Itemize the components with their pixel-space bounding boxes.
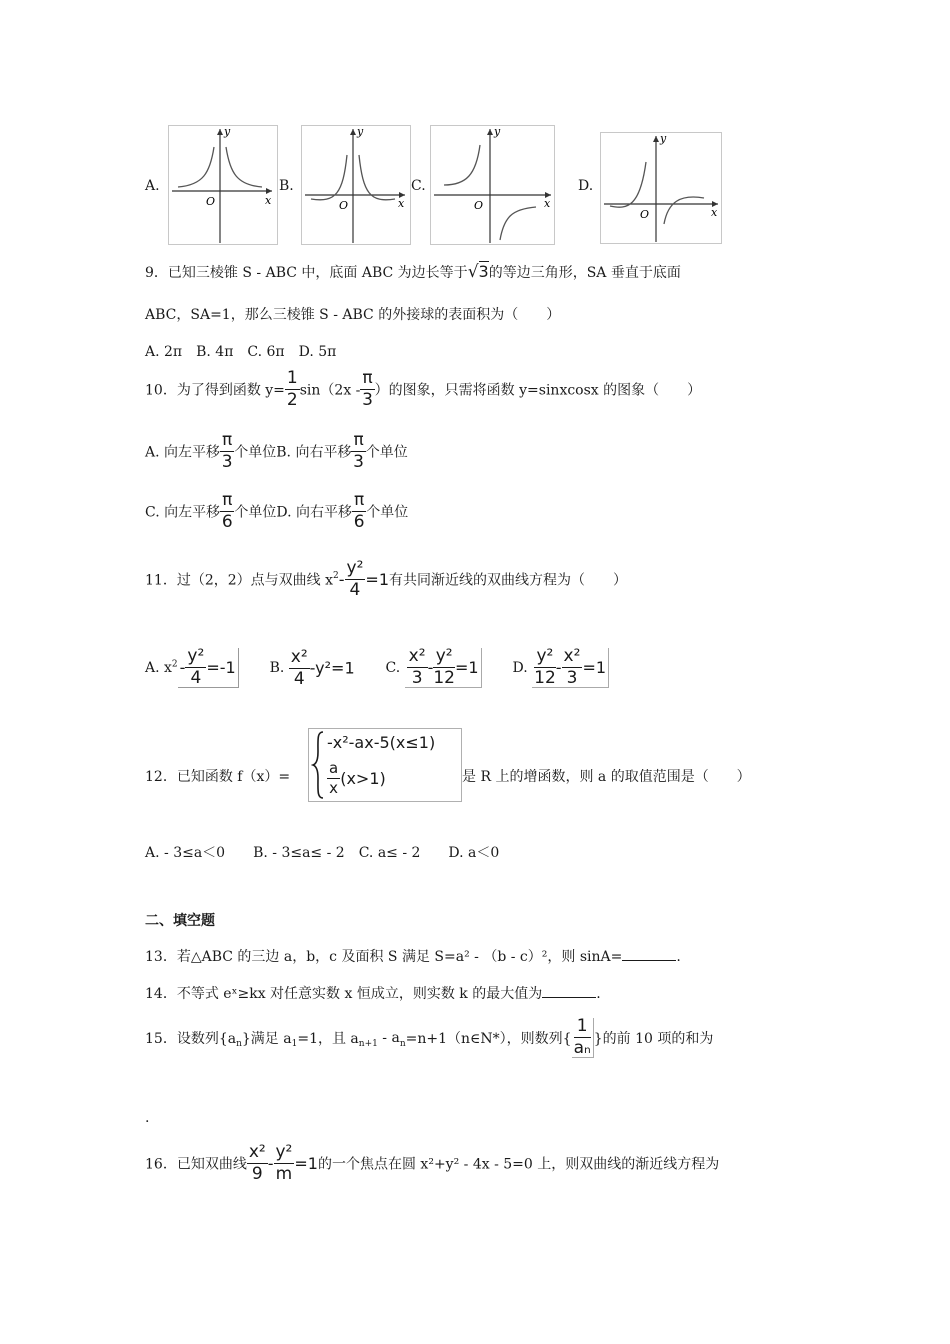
q14-text: 不等式 eˣ≥kx 对任意实数 x 恒成立，则实数 k 的最大值为 xyxy=(176,986,543,1002)
q11-number: 11． xyxy=(145,572,177,589)
frac-den: 12 xyxy=(433,668,455,688)
q12-text1: 已知函数 f（x）= xyxy=(176,769,291,785)
q11-fraction xyxy=(345,560,366,599)
frac-num: 1 xyxy=(574,1018,591,1038)
q14-number: 14． xyxy=(145,986,177,1002)
graph-a-y-label: y xyxy=(224,125,231,138)
q15-text6: }的前 10 项的和为 xyxy=(593,1031,714,1047)
q16-eq: =1 xyxy=(294,1154,318,1173)
frac-num: x² xyxy=(408,646,426,666)
q11-options xyxy=(145,648,609,688)
q10-options-cd xyxy=(145,492,408,531)
q10-optC-pre: C. 向左平移 xyxy=(145,504,221,521)
q11-text1: 过（2，2）点与双曲线 x xyxy=(176,572,333,589)
frac-den: 6 xyxy=(353,512,365,532)
q15-text1: 设数列{a xyxy=(176,1031,237,1047)
frac-den: 2 xyxy=(286,390,298,410)
q16-number: 16． xyxy=(145,1156,177,1173)
q11-optD-expr xyxy=(532,648,609,688)
frac-den: 3 xyxy=(411,668,423,688)
q10-optB-fraction xyxy=(351,432,365,471)
q11-optC-frac1 xyxy=(407,648,428,687)
frac-den: aₙ xyxy=(573,1038,591,1058)
q13-end: . xyxy=(676,949,681,965)
q10-optD-fraction xyxy=(352,492,366,531)
frac-num: x² xyxy=(563,646,581,666)
q13-text: 若△ABC 的三边 a，b，c 及面积 S 满足 S=a² - （b - c）²，则 sinA= xyxy=(176,949,623,965)
q9-options: A. 2π B. 4π C. 6π D. 5π xyxy=(145,344,337,360)
q11-text2: 有共同渐近线的双曲线方程为（ ） xyxy=(389,572,627,589)
q11-optC-frac2 xyxy=(433,648,455,687)
frac-den: 12 xyxy=(534,668,556,688)
minus-sign: - xyxy=(427,658,434,677)
q11-optB-label: B. xyxy=(269,660,285,676)
q13-line xyxy=(145,946,681,966)
radical-sign: √ xyxy=(467,262,479,282)
q14-line xyxy=(145,983,601,1003)
graph-a-label: A. xyxy=(145,178,160,194)
minus-sign: - xyxy=(267,1154,274,1173)
q10-optD-pre: D. 向右平移 xyxy=(276,504,353,521)
graph-b-label: B. xyxy=(279,178,294,194)
q10-text2: sin（2x - xyxy=(299,382,361,399)
q11-line xyxy=(145,560,627,599)
q11-optA-fraction xyxy=(185,648,206,687)
q10-half-fraction xyxy=(285,370,300,409)
frac-num: y² xyxy=(534,648,556,668)
left-brace-icon xyxy=(311,730,325,800)
q12-text2: 是 R 上的增函数，则 a 的取值范围是（ ） xyxy=(462,769,751,785)
q10-optA-pre: A. 向左平移 xyxy=(145,444,221,461)
frac-den: 6 xyxy=(221,512,233,532)
frac-num: π xyxy=(354,490,365,510)
q12-case2-fraction xyxy=(327,761,340,796)
q12-piecewise xyxy=(308,728,462,802)
svg-text:x: x xyxy=(544,197,551,210)
q11-optD-frac2 xyxy=(562,648,583,687)
q9-radicand: 3 xyxy=(478,262,489,281)
svg-text:O: O xyxy=(339,199,349,212)
minus-sign: - xyxy=(555,658,562,677)
q11-eq: =1 xyxy=(365,570,389,589)
q11-optB-rest: -y²=1 xyxy=(309,658,355,678)
q11-optA-rest: =-1 xyxy=(206,658,236,677)
q9-line1 xyxy=(145,262,681,282)
frac-den: 4 xyxy=(349,580,361,600)
graph-d-label: D. xyxy=(578,178,594,194)
svg-text:O: O xyxy=(640,208,650,221)
q9-text1: 已知三棱锥 S - ABC 中，底面 ABC 为边长等于 xyxy=(167,265,468,281)
q11-optA-sup: 2 xyxy=(171,659,178,670)
q12-case1: -x²-ax-5(x≤1) xyxy=(327,733,436,752)
q9-text2: 的等边三角形，SA 垂直于底面 xyxy=(488,265,681,281)
q11-optA-label: A. x xyxy=(145,660,172,676)
q13-number: 13． xyxy=(145,949,177,965)
q15-sub: 1 xyxy=(291,1038,298,1049)
q15-sub: n+1 xyxy=(358,1038,378,1049)
q10-text3: ）的图象，只需将函数 y=sinxcosx 的图象（ ） xyxy=(374,382,702,399)
q15-fraction xyxy=(574,1018,591,1057)
frac-num: π xyxy=(353,430,364,450)
frac-den: 3 xyxy=(221,452,233,472)
frac-num: 1 xyxy=(286,368,298,388)
frac-num: y² xyxy=(346,558,364,578)
frac-den: 3 xyxy=(362,390,373,410)
q10-optB-post: 个单位 xyxy=(365,444,408,461)
q10-line xyxy=(145,370,701,409)
q15-sub: n xyxy=(399,1038,406,1049)
q11-optD-label: D. xyxy=(512,660,528,676)
svg-text:x: x xyxy=(711,206,718,219)
frac-num: π xyxy=(222,490,233,510)
svg-text:O: O xyxy=(474,199,484,212)
frac-num: y² xyxy=(275,1142,293,1162)
q11-optC-label: C. xyxy=(385,660,401,676)
frac-num: π xyxy=(362,368,373,388)
q12-case2 xyxy=(327,761,386,796)
graph-c-label: C. xyxy=(411,178,426,194)
graph-c xyxy=(430,125,555,245)
q9-text3: ABC，SA=1，那么三棱锥 S - ABC 的外接球的表面积为（ ） xyxy=(145,307,561,323)
svg-text:x: x xyxy=(398,197,405,210)
q15-trailing: . xyxy=(145,1110,150,1126)
q15-fraction-box xyxy=(572,1018,594,1058)
graph-a xyxy=(168,125,278,245)
graph-d xyxy=(600,132,722,244)
q12-case2-condition: (x>1) xyxy=(340,769,386,788)
svg-text:y: y xyxy=(660,132,667,145)
q10-optC-fraction xyxy=(220,492,234,531)
svg-text:y: y xyxy=(494,125,501,138)
frac-den: 3 xyxy=(566,668,578,688)
frac-den: 3 xyxy=(353,452,364,472)
svg-text:y: y xyxy=(357,125,364,138)
q14-end: . xyxy=(596,986,601,1002)
q15-text2: }满足 a xyxy=(241,1031,292,1047)
q11-optD-eq: =1 xyxy=(582,658,607,677)
frac-den: 4 xyxy=(190,668,202,688)
graph-a-origin: O xyxy=(206,195,216,208)
q10-text1: 为了得到函数 y= xyxy=(176,382,285,399)
q16-text1: 已知双曲线 xyxy=(176,1156,247,1173)
q15-number: 15． xyxy=(145,1031,177,1047)
q11-optA-expr xyxy=(178,648,239,688)
q10-number: 10． xyxy=(145,382,177,399)
q12-lead xyxy=(145,766,290,786)
q12-number: 12． xyxy=(145,769,177,785)
q16-frac2 xyxy=(274,1144,295,1183)
q10-pi-fraction xyxy=(360,370,374,409)
frac-num: π xyxy=(222,430,233,450)
graph-a-x-label: x xyxy=(265,194,272,207)
q11-optC-eq: =1 xyxy=(454,658,479,677)
frac-num: a xyxy=(329,759,339,777)
frac-num: y² xyxy=(433,648,455,668)
q16-line xyxy=(145,1144,719,1183)
q10-optA-fraction xyxy=(220,432,234,471)
q14-answer-blank[interactable] xyxy=(542,985,596,998)
q10-optB-pre: B. 向右平移 xyxy=(276,444,352,461)
minus-sign: - xyxy=(338,570,345,589)
q9-number: 9． xyxy=(145,265,168,281)
graph-b xyxy=(301,125,411,245)
q12-options: A. - 3≤a＜0 B. - 3≤a≤ - 2 C. a≤ - 2 D. a＜0 xyxy=(145,845,500,861)
q10-optA-post: 个单位 xyxy=(234,444,277,461)
frac-den: 9 xyxy=(251,1164,263,1184)
frac-den: m xyxy=(275,1164,293,1184)
q11-optB-fraction xyxy=(289,646,310,689)
q11-optC-expr xyxy=(405,648,482,688)
section-heading: 二、填空题 xyxy=(145,913,215,929)
frac-num: x² xyxy=(290,646,308,667)
q16-frac1 xyxy=(247,1144,268,1183)
minus-sign: - xyxy=(179,658,186,677)
frac-den: x xyxy=(329,779,339,797)
q15-sub: n xyxy=(236,1038,242,1049)
q10-options-ab xyxy=(145,432,408,471)
q15-text5: =n+1（n∈N*），则数列{ xyxy=(405,1031,572,1047)
q15-text3: =1，且 a xyxy=(297,1031,359,1047)
q13-answer-blank[interactable] xyxy=(622,948,676,961)
q11-sup: 2 xyxy=(333,570,339,581)
q15-line xyxy=(145,1018,713,1058)
q15-text4: - a xyxy=(377,1030,400,1046)
frac-num: y² xyxy=(187,646,205,666)
q16-text2: 的一个焦点在圆 x²+y² - 4x - 5=0 上，则双曲线的渐近线方程为 xyxy=(317,1156,720,1173)
q10-optC-post: 个单位 xyxy=(234,504,277,521)
frac-num: x² xyxy=(248,1142,266,1162)
q10-optD-post: 个单位 xyxy=(366,504,409,521)
frac-den: 4 xyxy=(293,668,305,689)
q11-optD-frac1 xyxy=(534,648,556,687)
